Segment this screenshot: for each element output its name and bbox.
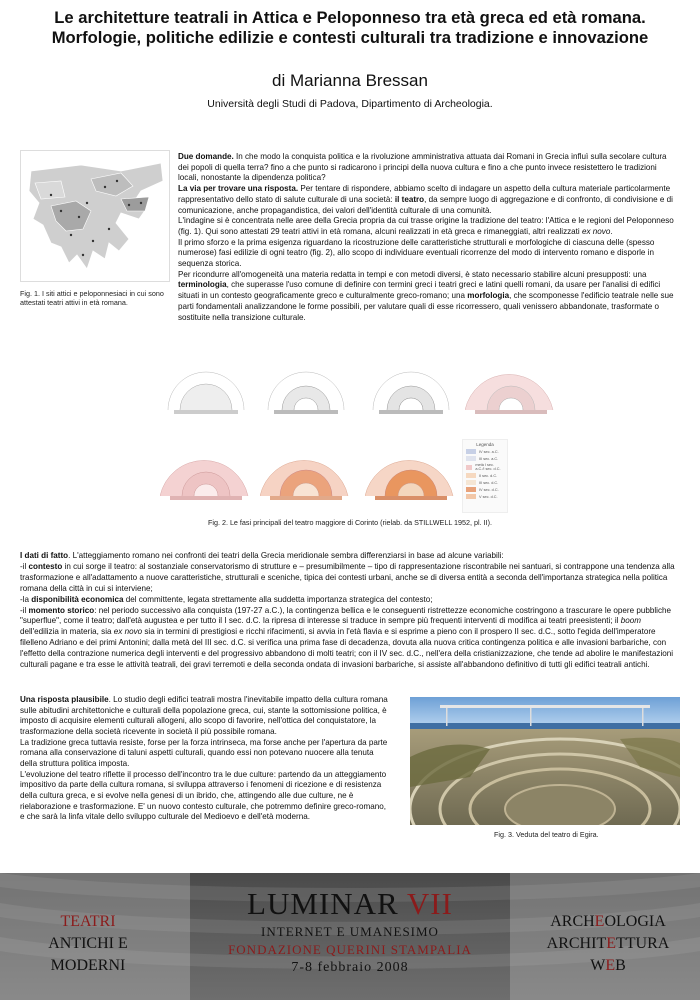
legend-swatch bbox=[466, 473, 476, 478]
facts-l1-text: in cui sorge il teatro: al sostanziale conservatorismo di strutture e – presumibilmente – tipo di rappresentazione riscontrabile nei santuari, si contrappone una tendenza alla trasformazione e all'adattamento a nuove caratteristiche, strutturali e sceniche, tipica dei contesti urbani, anche se di diversa entità a seconda dell'importanza strategica nella politica romana della città in cui si interviene; bbox=[20, 561, 675, 593]
legend-item bbox=[466, 473, 504, 478]
theatre-plan-5 bbox=[160, 438, 250, 506]
footer-left-text bbox=[28, 911, 148, 977]
legend-item bbox=[466, 456, 504, 461]
intro-p3-text-a: L'indagine si è concentrata nelle aree della Grecia propria da cui trasse origine la tradizione del teatro: l'Attica e le regioni del Peloponneso (fig. 1). Qui sono attestati 29 teatri attivi in età romana, alcuni realizzati in età greca e rimaneggiati, altri realizzati bbox=[178, 216, 674, 236]
luminar-word: LUMINAR bbox=[247, 886, 399, 921]
r1c: OLOGIA bbox=[604, 913, 666, 930]
facts-lead-text: . L'atteggiamento romano nei confronti dei teatri della Grecia meridionale sembra differenziarsi in base ad alcune variabili: bbox=[68, 551, 504, 560]
footer-right-line-3 bbox=[528, 955, 688, 977]
r3c: B bbox=[615, 957, 626, 974]
intro-p5-bold: terminologia bbox=[178, 280, 227, 290]
intro-p1-bold: Due domande. bbox=[178, 152, 234, 161]
luminar-subtitle: INTERNET E UMANESIMO bbox=[261, 924, 439, 939]
legend-swatch bbox=[466, 487, 476, 492]
facts-l3-italic2: ex novo bbox=[113, 627, 143, 637]
answer-p1 bbox=[20, 695, 390, 738]
legend-label: V sec. d.C. bbox=[479, 494, 498, 499]
legend-label: IV sec. a.C. bbox=[479, 449, 499, 454]
author: di Marianna Bressan bbox=[272, 71, 428, 90]
legend-swatch bbox=[466, 480, 476, 485]
facts-l3-bold: momento storico bbox=[28, 605, 95, 615]
facts-l3-text-b: dell'edilizia in materia, sia bbox=[20, 627, 114, 637]
legend-label: III sec. a.C. bbox=[479, 456, 499, 461]
facts-item-1 bbox=[20, 562, 680, 595]
facts-lead-bold: I dati di fatto bbox=[20, 551, 69, 560]
theatre-plan-7 bbox=[365, 438, 455, 506]
legend-item bbox=[466, 487, 504, 492]
footer-right-text bbox=[528, 911, 688, 977]
r2b: E bbox=[606, 935, 616, 952]
title-line-1: Le architetture teatrali in Attica e Peloponneso tra età greca ed età romana. bbox=[54, 8, 646, 27]
facts-item-3 bbox=[20, 606, 680, 671]
answer-p1-text: . Lo studio degli edifici teatrali mostra l'inevitabile impatto della cultura romana sulle abitudini architettoniche e culturali della popolazione greca, cui, stante la sottomissione politica, è imposto di acquisire elementi culturali allogeni, allo scopo di favorire, nell'ottica del conquistatore, la trasformazione della società ricevente in società il più possibile romana. bbox=[20, 695, 388, 736]
intro-p2 bbox=[178, 184, 678, 216]
intro-p2-bold2: il teatro bbox=[394, 194, 425, 204]
facts-l3-pre: -il bbox=[20, 605, 29, 615]
legend-swatch bbox=[466, 494, 476, 499]
facts-item-2 bbox=[20, 595, 680, 606]
theatre-photo bbox=[410, 697, 680, 825]
facts-l3-italic: boom bbox=[620, 616, 641, 626]
footer-right-line-2 bbox=[528, 933, 688, 955]
intro-p5-bold2: morfologia bbox=[467, 291, 510, 301]
facts-l3-text-a: : nel periodo successivo alla conquista (197-27 a.C.), la contingenza bellica e le conseguenti ristrettezze economiche costringono a trascurare le opere pubbliche "superflue", come il teatro; dall'età augustea e per tutto il I sec. d.C. la ripresa di interesse si traduce in sempre più frequenti interventi di modifica ai teatri preesistenti; il bbox=[20, 605, 671, 626]
fig2-row-top bbox=[160, 352, 520, 420]
intro-p5-text-b: , che superasse l'uso comune di definire con termini greci i teatri greci e latini quelli romani, da usare per l'analisi di edifici situati in un contesto geograficamente greco e culturalmente greco-romano; una bbox=[178, 280, 661, 301]
facts-lead bbox=[20, 551, 680, 562]
intro-p2-bold: La via per trovare una risposta. bbox=[178, 184, 299, 194]
legend-label: III sec. d.C. bbox=[479, 480, 499, 485]
luminar-number: VII bbox=[406, 886, 453, 921]
fig2-legend bbox=[462, 439, 508, 513]
footer-center bbox=[205, 887, 495, 976]
footer-right-line-1 bbox=[528, 911, 688, 933]
answer-text bbox=[20, 695, 390, 823]
intro-p5-text-a: Per ricondurre all'omogeneità una materia redatta in tempi e con metodi diversi, è stato necessario stabilire alcuni presupposti: una bbox=[178, 269, 647, 279]
intro-p3-text-b: . bbox=[610, 226, 613, 236]
intro-p1-text: In che modo la conquista politica e la rivoluzione amministrativa attuata dai Romani in Grecia influì sulla secolare cultura dei popoli di quella terra? fino a che punto si radicarono i principi della nuova cultura e fino a che punto invece resistettero le tradizioni locali, nonostante la dipendenza politica? bbox=[178, 152, 667, 183]
fig1-caption: Fig. 1. I siti attici e peloponnesiaci in cui sono attestati teatri attivi in età romana. bbox=[20, 289, 164, 307]
intro-p3 bbox=[178, 216, 678, 237]
legend-label: IV sec. d.C. bbox=[479, 487, 499, 492]
intro-p4: Il primo sforzo e la prima esigenza riguardano la ricostruzione delle caratteristiche strutturali e morfologiche di ciascuna delle (spesso numerose) fasi edilizie di ogni teatro (fig. 2), allo scopo di individuare eventuali ricorrenze del modo di intervento romano e disporle in sequenza storica. bbox=[178, 237, 655, 269]
legend-swatch bbox=[466, 465, 472, 470]
intro-p5 bbox=[178, 270, 678, 324]
legend-swatch bbox=[466, 449, 476, 454]
legend-item bbox=[466, 494, 504, 499]
legend-label: metà I sec. a.C./I sec. d.C. bbox=[475, 463, 501, 471]
answer-p2: La tradizione greca tuttavia resiste, forse per la forza intrinseca, ma forse anche per l'apertura da parte romana alla conservazione di taluni aspetti culturali, quando essi non potevano nuocere alla tenuta della struttura politica imposta. bbox=[20, 737, 388, 768]
footer-left-line-2: ANTICHI E bbox=[48, 935, 128, 952]
r3b: E bbox=[605, 957, 616, 974]
legend-items bbox=[463, 449, 507, 499]
facts-l1-pre: -il bbox=[20, 561, 29, 571]
legend-title: Legenda bbox=[476, 442, 494, 447]
legend-item bbox=[466, 449, 504, 454]
facts-l2-pre: -la bbox=[20, 594, 32, 604]
theatre-plan-3 bbox=[365, 352, 455, 420]
legend-label: II sec. d.C. bbox=[479, 473, 498, 478]
facts-l2-text: del committente, legata strettamente alla suddetta importanza strategica del contesto; bbox=[123, 594, 433, 604]
affiliation: Università degli Studi di Padova, Dipartimento di Archeologia. bbox=[207, 98, 493, 110]
facts-l3-text-c: sia in termini di prestigiosi e ricchi rifacimenti, si avvia in l'età flavia e si esprime a pieno con il prospero II sec. d.C., sotto l'egida dell'imperatore filelleno Adriano e dei primi Antonini; dalla metà del III sec. d.C. si verifica una prima fase di decadenza, dovuta alla nuova critica contingenza politica e alle invasioni barbariche, con l'effetto della contrazione numerica degli interventi e del progressivo abbandono di molti teatri; con il IV sec. d.C., nell'era della cristianizzazione, che tende ad abolire le manifestazioni culturali pagane e tra esse le attività teatrali, dei gravi terremoti e della seconda ondata di invasioni barbariche, si assiste all'abbandono definitivo di tutti gli edifici teatrali antichi. bbox=[20, 627, 674, 670]
intro-text bbox=[178, 152, 678, 323]
footer-banner bbox=[0, 873, 700, 1000]
map-figure bbox=[20, 150, 170, 282]
fig2-caption: Fig. 2. Le fasi principali del teatro maggiore di Corinto (rielab. da STILLWELL 1952, pl. II). bbox=[207, 518, 493, 527]
facts-text bbox=[20, 551, 680, 671]
facts-l1-bold: contesto bbox=[28, 561, 63, 571]
facts-l2-bold: disponibilità economica bbox=[31, 594, 124, 604]
title-line-2: Morfologie, politiche edilizie e contesti culturali tra tradizione e innovazione bbox=[51, 28, 649, 47]
luminar-organizer: FONDAZIONE QUERINI STAMPALIA bbox=[228, 942, 472, 957]
intro-p1 bbox=[178, 152, 678, 184]
theatre-plan-6 bbox=[260, 438, 350, 506]
poster-title bbox=[0, 8, 700, 48]
legend-swatch bbox=[466, 456, 476, 461]
intro-p3-italic: ex novo bbox=[581, 226, 611, 236]
legend-item bbox=[466, 463, 504, 471]
luminar-date: 7-8 febbraio 2008 bbox=[291, 960, 409, 975]
theatre-plan-4 bbox=[465, 352, 555, 420]
r1b: E bbox=[594, 913, 605, 930]
r2a: ARCHIT bbox=[546, 935, 607, 952]
r2c: TTURA bbox=[616, 935, 670, 952]
theatre-plan-2 bbox=[260, 352, 350, 420]
fig3-caption: Fig. 3. Veduta del teatro di Egira. bbox=[494, 830, 599, 839]
r1a: ARCH bbox=[550, 913, 595, 930]
intro-p2-text-a: Per tentare di rispondere, abbiamo scelto di indagare un aspetto della cultura materiale particolarmente rappresentativo dello stato di salute culturale di una società: bbox=[178, 184, 671, 204]
luminar-title bbox=[205, 887, 495, 921]
answer-p3: L'evoluzione del teatro riflette il processo dell'incontro tra le due culture: partendo da un atteggiamento impositivo da parte della cultura romana, si sviluppa attraverso i fenomeni di ricezione e di resistenza della cultura greca, e si evolve nella genesi di un ibrido, che, attingendo alle due culture, ne è rielaborazione e trasformazione. E' un nuovo contesto culturale, che potremmo definire greco-romano, e che sarà la linfa vitale dello sviluppo culturale del Medioevo e dell'età moderna. bbox=[20, 769, 387, 822]
answer-p1-bold: Una risposta plausibile bbox=[20, 695, 109, 704]
footer-left-line-1: TEATRI bbox=[60, 913, 116, 930]
map-image bbox=[21, 151, 169, 281]
theatre-plan-1 bbox=[160, 352, 250, 420]
r3a: W bbox=[590, 957, 606, 974]
intro-p5-text-c: , che scomponesse l'edificio teatrale nelle sue parti fondamentali analizzandone le forme possibili, per valutare quali di esse ricorressero, quali venissero abbandonate, trasformate o sostituite nella transizione culturale. bbox=[178, 291, 674, 322]
footer-left-line-3: MODERNI bbox=[50, 957, 126, 974]
intro-p2-text-b: , da sempre luogo di aggregazione e di confronto, di condivisione e di comunicazione, anche propagandistica, dei valori dell'identità culturale di una comunità. bbox=[178, 194, 673, 215]
legend-item bbox=[466, 480, 504, 485]
